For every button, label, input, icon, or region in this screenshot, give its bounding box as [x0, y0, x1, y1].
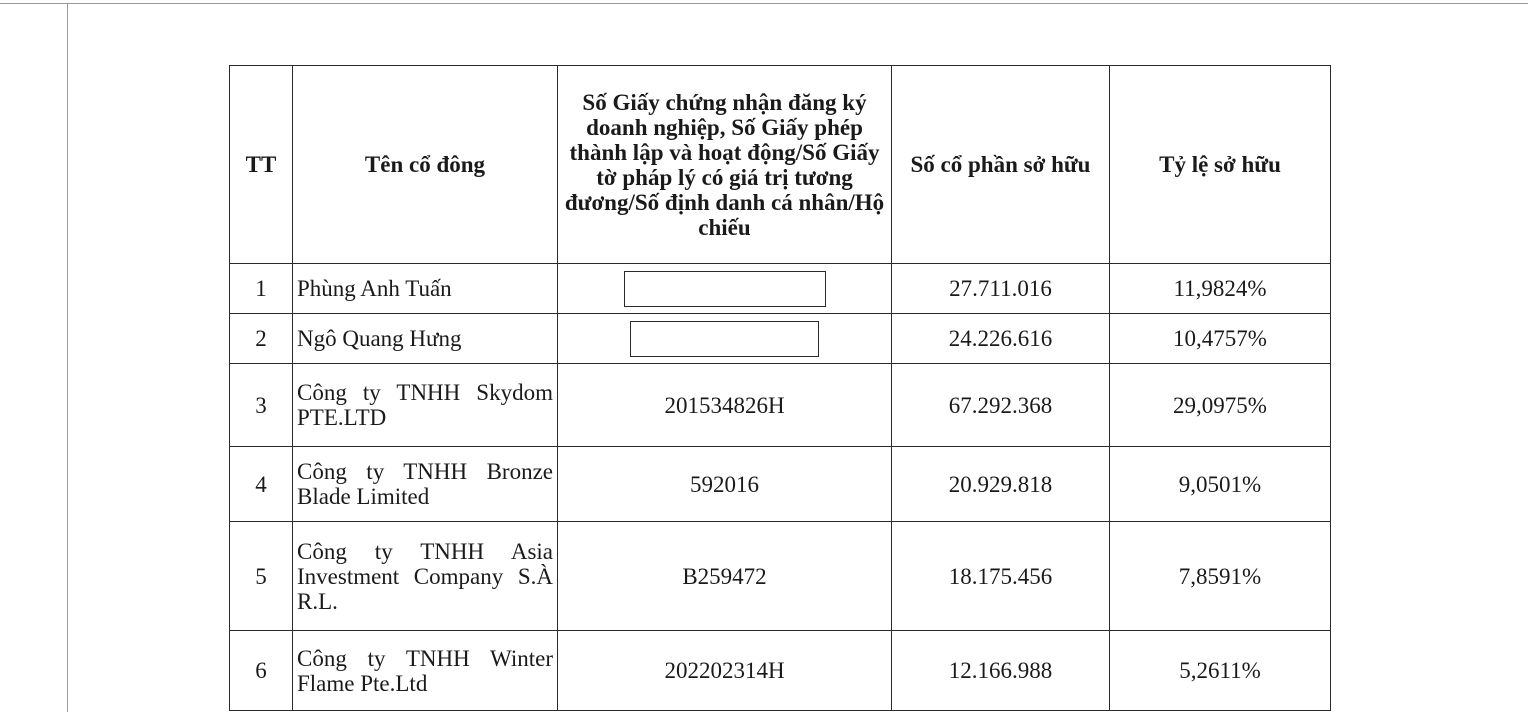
cell-shares: 18.175.456 [892, 522, 1110, 631]
cell-pct: 9,0501% [1110, 447, 1331, 522]
cell-shares: 12.166.988 [892, 631, 1110, 711]
cell-tt: 6 [230, 631, 293, 711]
redaction-box [630, 321, 819, 357]
left-margin-line [67, 3, 68, 712]
cell-name: Phùng Anh Tuấn [293, 264, 558, 314]
table-row [230, 447, 1331, 522]
table-body [230, 264, 1331, 711]
table-row [230, 314, 1331, 364]
cell-tt: 1 [230, 264, 293, 314]
table-row [230, 364, 1331, 447]
header-name: Tên cổ đông [293, 66, 558, 264]
cell-tt: 3 [230, 364, 293, 447]
table-row [230, 522, 1331, 631]
cell-pct: 11,9824% [1110, 264, 1331, 314]
cell-id: B259472 [558, 522, 892, 631]
redaction-box [624, 271, 826, 307]
cell-shares: 27.711.016 [892, 264, 1110, 314]
cell-tt: 2 [230, 314, 293, 364]
header-row [230, 66, 1331, 264]
cell-pct: 29,0975% [1110, 364, 1331, 447]
cell-id: 202202314H [558, 631, 892, 711]
cell-pct: 7,8591% [1110, 522, 1331, 631]
cell-shares: 20.929.818 [892, 447, 1110, 522]
cell-tt: 4 [230, 447, 293, 522]
cell-shares: 67.292.368 [892, 364, 1110, 447]
cell-id-redacted [558, 314, 892, 364]
header-tt: TT [230, 66, 293, 264]
cell-name: Công ty TNHH Skydom PTE.LTD [293, 364, 558, 447]
table-row [230, 264, 1331, 314]
cell-id-redacted [558, 264, 892, 314]
cell-name: Công ty TNHH Bronze Blade Limited [293, 447, 558, 522]
cell-id: 201534826H [558, 364, 892, 447]
header-shares: Số cổ phần sở hữu [892, 66, 1110, 264]
header-pct: Tỷ lệ sở hữu [1110, 66, 1331, 264]
cell-tt: 5 [230, 522, 293, 631]
table-row [230, 631, 1331, 711]
cell-shares: 24.226.616 [892, 314, 1110, 364]
top-border-line [0, 3, 1528, 4]
cell-id: 592016 [558, 447, 892, 522]
shareholders-table [229, 65, 1331, 711]
cell-pct: 5,2611% [1110, 631, 1331, 711]
cell-name: Công ty TNHH Winter Flame Pte.Ltd [293, 631, 558, 711]
cell-name: Ngô Quang Hưng [293, 314, 558, 364]
cell-pct: 10,4757% [1110, 314, 1331, 364]
header-id: Số Giấy chứng nhận đăng ký doanh nghiệp, Số Giấy phép thành lập và hoạt động/Số Giấy tờ pháp lý có giá trị tương đương/Số định danh cá nhân/Hộ chiếu [558, 66, 892, 264]
table-header [230, 66, 1331, 264]
cell-name: Công ty TNHH Asia Investment Company S.À R.L. [293, 522, 558, 631]
